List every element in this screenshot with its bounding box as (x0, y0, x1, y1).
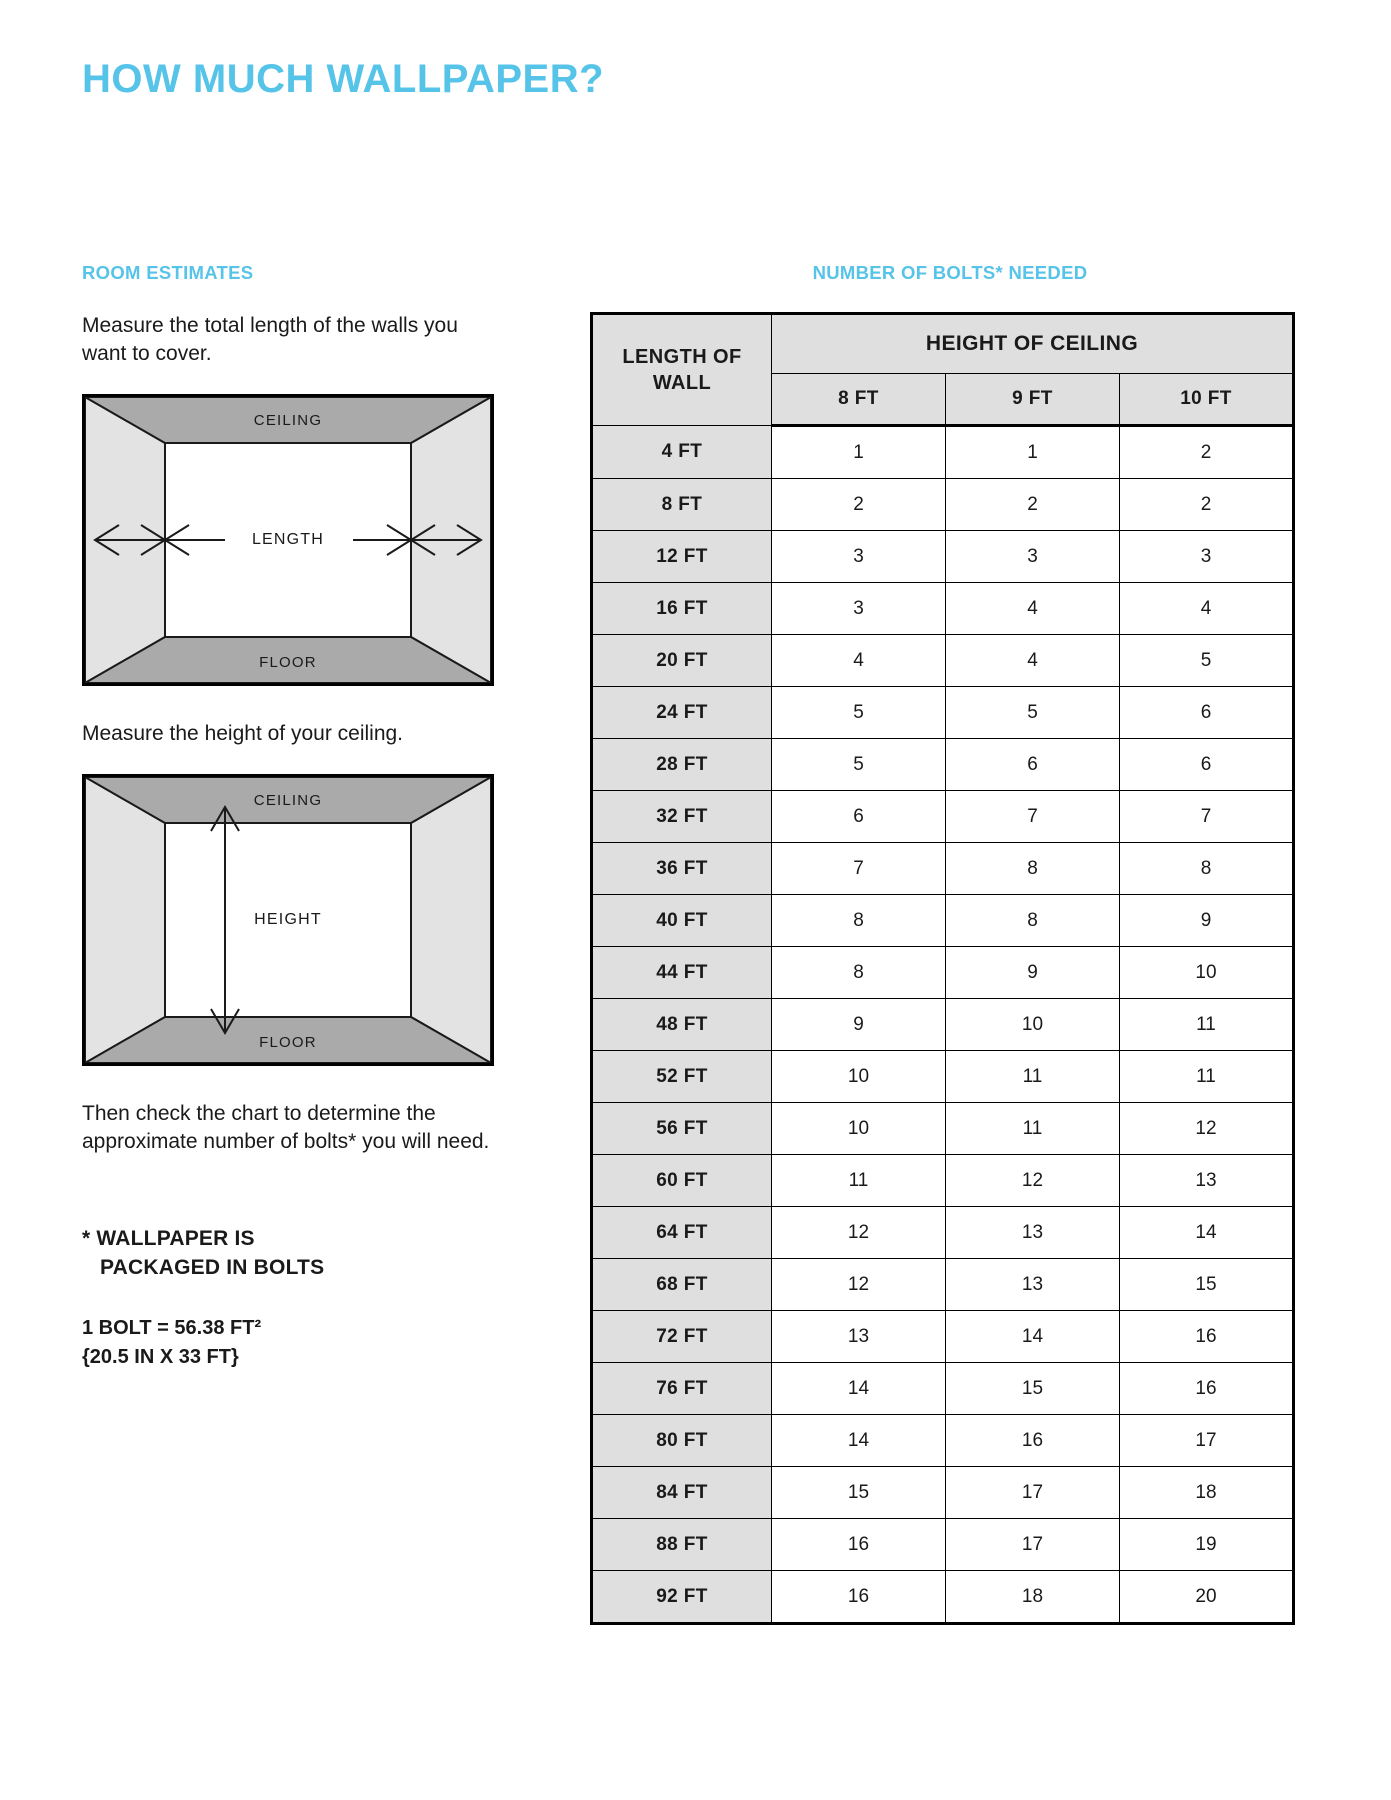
row-length-label: 84 FT (592, 1467, 772, 1519)
cell-8ft: 2 (772, 479, 946, 531)
cell-10ft: 5 (1120, 635, 1294, 687)
cell-10ft: 16 (1120, 1363, 1294, 1415)
cell-10ft: 3 (1120, 531, 1294, 583)
row-length-label: 88 FT (592, 1519, 772, 1571)
cell-10ft: 6 (1120, 739, 1294, 791)
cell-9ft: 8 (946, 843, 1120, 895)
cell-8ft: 9 (772, 999, 946, 1051)
step-1-text: Measure the total length of the walls you want to cover. (82, 314, 458, 365)
cell-10ft: 2 (1120, 479, 1294, 531)
table-row (592, 739, 1294, 791)
room-estimates-column (82, 262, 502, 1372)
cell-10ft: 15 (1120, 1259, 1294, 1311)
cell-9ft: 7 (946, 791, 1120, 843)
row-length-label: 4 FT (592, 426, 772, 479)
cell-10ft: 10 (1120, 947, 1294, 999)
table-header-row-1 (592, 314, 1294, 374)
cell-8ft: 1 (772, 426, 946, 479)
cell-10ft: 11 (1120, 999, 1294, 1051)
table-row (592, 1051, 1294, 1103)
row-length-label: 48 FT (592, 999, 772, 1051)
row-length-label: 32 FT (592, 791, 772, 843)
row-length-label: 8 FT (592, 479, 772, 531)
row-length-label: 12 FT (592, 531, 772, 583)
table-row (592, 479, 1294, 531)
row-length-label: 56 FT (592, 1103, 772, 1155)
table-row (592, 1519, 1294, 1571)
cell-8ft: 8 (772, 947, 946, 999)
cell-10ft: 9 (1120, 895, 1294, 947)
cell-10ft: 8 (1120, 843, 1294, 895)
cell-9ft: 13 (946, 1259, 1120, 1311)
bolts-table (590, 312, 1295, 1625)
diagram-length-ceiling-label: CEILING (253, 412, 323, 429)
table-row (592, 1259, 1294, 1311)
cell-8ft: 11 (772, 1155, 946, 1207)
cell-10ft: 2 (1120, 426, 1294, 479)
row-length-label: 28 FT (592, 739, 772, 791)
cell-8ft: 15 (772, 1467, 946, 1519)
diagram-height-floor-label: FLOOR (259, 1034, 317, 1051)
footnote-line-1: * WALLPAPER IS (82, 1227, 255, 1250)
row-length-label: 16 FT (592, 583, 772, 635)
table-row (592, 1103, 1294, 1155)
bolt-size-line-2: {20.5 IN X 33 FT} (82, 1346, 239, 1368)
cell-8ft: 12 (772, 1207, 946, 1259)
bolt-size-note (82, 1314, 502, 1372)
row-length-label: 20 FT (592, 635, 772, 687)
bolts-table-body (592, 426, 1294, 1624)
row-length-label: 80 FT (592, 1415, 772, 1467)
table-row (592, 1311, 1294, 1363)
table-row (592, 531, 1294, 583)
header-height-of-ceiling: HEIGHT OF CEILING (772, 314, 1294, 374)
cell-8ft: 5 (772, 739, 946, 791)
cell-9ft: 11 (946, 1103, 1120, 1155)
cell-10ft: 18 (1120, 1467, 1294, 1519)
cell-8ft: 16 (772, 1571, 946, 1624)
cell-8ft: 8 (772, 895, 946, 947)
row-length-label: 36 FT (592, 843, 772, 895)
cell-9ft: 4 (946, 583, 1120, 635)
bolts-table-column (590, 262, 1310, 1625)
diagram-length-center-label: LENGTH (251, 531, 325, 548)
diagram-length-floor-label: FLOOR (259, 654, 317, 671)
section-heading-bolts-needed: NUMBER OF BOLTS* NEEDED (812, 262, 1088, 283)
section-heading-room-estimates: ROOM ESTIMATES (82, 262, 254, 283)
bolts-table-head (592, 314, 1294, 426)
table-row (592, 1155, 1294, 1207)
row-length-label: 60 FT (592, 1155, 772, 1207)
cell-8ft: 14 (772, 1415, 946, 1467)
bolt-size-line-1: 1 BOLT = 56.38 FT² (82, 1317, 262, 1339)
room-diagram-length (82, 394, 494, 686)
cell-8ft: 13 (772, 1311, 946, 1363)
table-row (592, 999, 1294, 1051)
cell-8ft: 3 (772, 531, 946, 583)
table-row (592, 687, 1294, 739)
cell-8ft: 12 (772, 1259, 946, 1311)
cell-8ft: 6 (772, 791, 946, 843)
table-row (592, 1207, 1294, 1259)
cell-9ft: 3 (946, 531, 1120, 583)
cell-10ft: 7 (1120, 791, 1294, 843)
cell-9ft: 11 (946, 1051, 1120, 1103)
step-2-text: Measure the height of your ceiling. (82, 722, 404, 745)
row-length-label: 40 FT (592, 895, 772, 947)
cell-9ft: 8 (946, 895, 1120, 947)
table-row (592, 426, 1294, 479)
cell-10ft: 20 (1120, 1571, 1294, 1624)
table-row (592, 895, 1294, 947)
cell-8ft: 14 (772, 1363, 946, 1415)
cell-9ft: 17 (946, 1467, 1120, 1519)
room-diagram-height (82, 774, 494, 1066)
row-length-label: 64 FT (592, 1207, 772, 1259)
cell-9ft: 5 (946, 687, 1120, 739)
row-length-label: 44 FT (592, 947, 772, 999)
cell-10ft: 4 (1120, 583, 1294, 635)
row-length-label: 24 FT (592, 687, 772, 739)
step-3-text: Then check the chart to determine the approximate number of bolts* you will need. (82, 1102, 490, 1153)
diagram-height-center-label: HEIGHT (254, 911, 322, 928)
cell-10ft: 16 (1120, 1311, 1294, 1363)
header-col-8ft: 8 FT (772, 374, 946, 426)
cell-8ft: 10 (772, 1103, 946, 1155)
table-row (592, 583, 1294, 635)
cell-8ft: 4 (772, 635, 946, 687)
diagram-height-ceiling-label: CEILING (253, 792, 323, 809)
cell-9ft: 10 (946, 999, 1120, 1051)
cell-8ft: 5 (772, 687, 946, 739)
table-row (592, 1415, 1294, 1467)
table-row (592, 1571, 1294, 1624)
cell-9ft: 17 (946, 1519, 1120, 1571)
cell-9ft: 14 (946, 1311, 1120, 1363)
cell-8ft: 10 (772, 1051, 946, 1103)
cell-9ft: 2 (946, 479, 1120, 531)
wallpaper-footnote (82, 1224, 502, 1282)
row-length-label: 68 FT (592, 1259, 772, 1311)
cell-9ft: 6 (946, 739, 1120, 791)
header-col-9ft: 9 FT (946, 374, 1120, 426)
cell-9ft: 9 (946, 947, 1120, 999)
table-row (592, 1467, 1294, 1519)
row-length-label: 76 FT (592, 1363, 772, 1415)
table-row (592, 791, 1294, 843)
page-title: HOW MUCH WALLPAPER? (82, 57, 605, 101)
table-row (592, 947, 1294, 999)
cell-10ft: 12 (1120, 1103, 1294, 1155)
cell-9ft: 13 (946, 1207, 1120, 1259)
row-length-label: 72 FT (592, 1311, 772, 1363)
header-length-of-wall: LENGTH OF WALL (592, 314, 772, 426)
cell-8ft: 16 (772, 1519, 946, 1571)
row-length-label: 52 FT (592, 1051, 772, 1103)
cell-8ft: 3 (772, 583, 946, 635)
cell-10ft: 6 (1120, 687, 1294, 739)
cell-10ft: 17 (1120, 1415, 1294, 1467)
cell-10ft: 14 (1120, 1207, 1294, 1259)
cell-10ft: 19 (1120, 1519, 1294, 1571)
cell-10ft: 11 (1120, 1051, 1294, 1103)
cell-9ft: 12 (946, 1155, 1120, 1207)
cell-9ft: 1 (946, 426, 1120, 479)
cell-9ft: 16 (946, 1415, 1120, 1467)
footnote-line-2: PACKAGED IN BOLTS (100, 1256, 325, 1279)
row-length-label: 92 FT (592, 1571, 772, 1624)
header-col-10ft: 10 FT (1120, 374, 1294, 426)
cell-10ft: 13 (1120, 1155, 1294, 1207)
table-row (592, 843, 1294, 895)
table-row (592, 635, 1294, 687)
cell-8ft: 7 (772, 843, 946, 895)
cell-9ft: 15 (946, 1363, 1120, 1415)
table-row (592, 1363, 1294, 1415)
cell-9ft: 18 (946, 1571, 1120, 1624)
cell-9ft: 4 (946, 635, 1120, 687)
